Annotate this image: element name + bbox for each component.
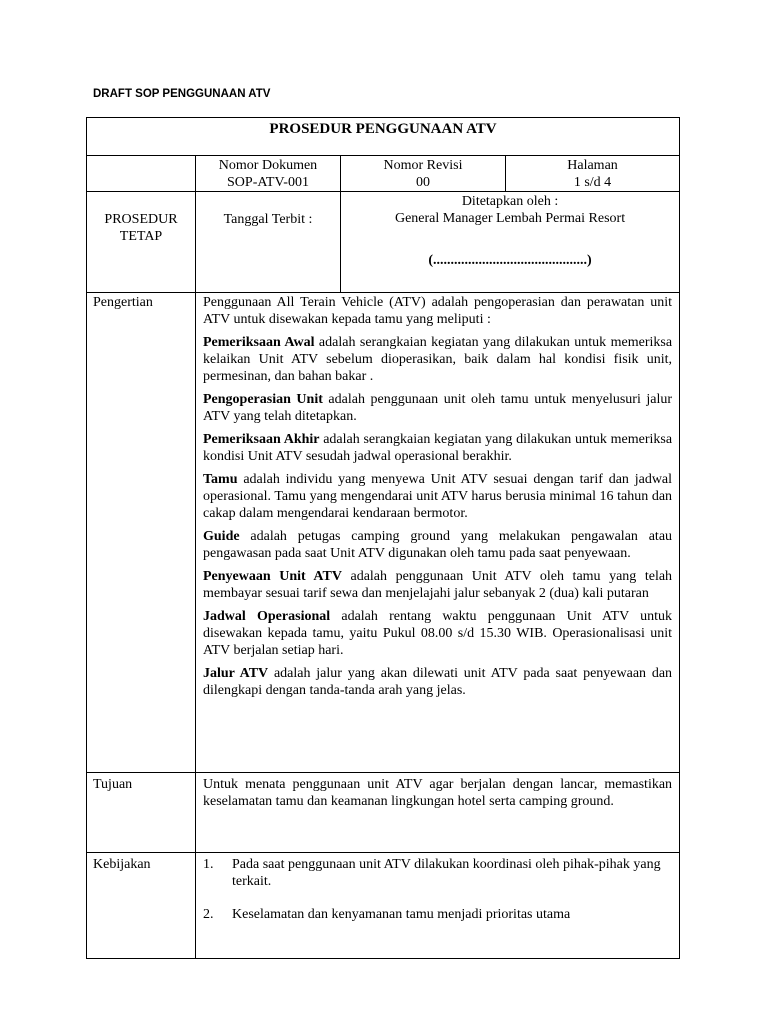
document-header-title: DRAFT SOP PENGGUNAAN ATV [93,88,271,100]
prosedur-label: PROSEDUR [104,212,178,227]
nomor-revisi-label: Nomor Revisi [383,158,463,173]
kebijakan-content [196,853,680,959]
definition-item: Penyewaan Unit ATV adalah penggunaan Unit ATV oleh tamu yang telah membayar sesuai tarif sewa dan menjelajahi jalur sebanyak 2 (dua) kali putaran [203,569,673,601]
pengertian-intro: Penggunaan All Terain Vehicle (ATV) adalah pengoperasian dan perawatan unit ATV untuk disewakan kepada tamu yang meliputi : [203,295,673,327]
policy-item [203,856,672,890]
prosedur-tetap-cell [87,192,196,293]
definition-item: Jadwal Operasional adalah rentang waktu penggunaan Unit ATV untuk disewakan kepada tamu, yaitu Pukul 08.00 s/d 15.30 WIB. Operasionalisasi unit ATV berjalan setiap hari. [203,609,673,658]
policy-text: Keselamatan dan kenyamanan tamu menjadi prioritas utama [232,907,571,922]
nomor-revisi-value: 00 [416,175,430,190]
tujuan-label: Tujuan [87,773,196,853]
signature-line: (............................................) [428,253,592,268]
empty-cell [87,156,196,192]
ditetapkan-label: Ditetapkan oleh : [461,194,559,209]
tujuan-content: Untuk menata penggunaan unit ATV agar berjalan dengan lancar, memastikan keselamatan tamu dan keamanan lingkungan hotel serta camping ground. [196,773,680,853]
ditetapkan-cell [341,192,680,293]
nomor-dokumen-label: Nomor Dokumen [218,158,318,173]
policy-item [203,906,672,923]
definition-item: Jalur ATV adalah jalur yang akan dilewati unit ATV pada saat penyewaan dan dilengkapi dengan tanda-tanda arah yang jelas. [203,666,673,698]
definition-item: Guide adalah petugas camping ground yang melakukan pengawalan atau pengawasan pada saat Unit ATV digunakan oleh tamu pada saat penyewaan. [203,529,673,561]
halaman-value: 1 s/d 4 [573,175,612,190]
nomor-dokumen-value: SOP-ATV-001 [227,175,309,190]
policy-number: 1. [203,857,214,872]
tanggal-terbit-cell: Tanggal Terbit : [196,192,341,293]
policy-number: 2. [203,907,214,922]
table-title: PROSEDUR PENGGUNAAN ATV [87,118,680,156]
definition-item: Pemeriksaan Awal adalah serangkaian kegiatan yang dilakukan untuk memeriksa kelaikan Unit ATV sebelum dioperasikan, baik dalam hal kondisi fisik unit, permesinan, dan bahan bakar . [203,335,673,384]
penetap-name: General Manager Lembah Permai Resort [394,211,626,226]
pengertian-label: Pengertian [87,293,196,773]
kebijakan-label: Kebijakan [87,853,196,959]
definition-item: Tamu adalah individu yang menyewa Unit ATV sesuai dengan tarif dan jadwal operasional. Tamu yang mengendarai unit ATV harus berusia minimal 16 tahun dan cakap dalam mengendarai kendaraan bermotor. [203,472,673,521]
halaman-cell [506,156,680,192]
nomor-dokumen-cell [196,156,341,192]
tetap-label: TETAP [119,229,163,244]
nomor-revisi-cell [341,156,506,192]
sop-table [86,117,680,959]
policy-list [203,856,672,923]
definition-item: Pengoperasian Unit adalah penggunaan unit oleh tamu untuk menyelusuri jalur ATV yang telah ditetapkan. [203,392,673,424]
halaman-label: Halaman [567,158,618,173]
definition-item: Pemeriksaan Akhir adalah serangkaian kegiatan yang dilakukan untuk memeriksa kondisi Unit ATV sesudah jadwal operasional berakhir. [203,432,673,464]
policy-text: Pada saat penggunaan unit ATV dilakukan koordinasi oleh pihak-pihak yang terkait. [232,857,661,889]
pengertian-content [196,293,680,773]
